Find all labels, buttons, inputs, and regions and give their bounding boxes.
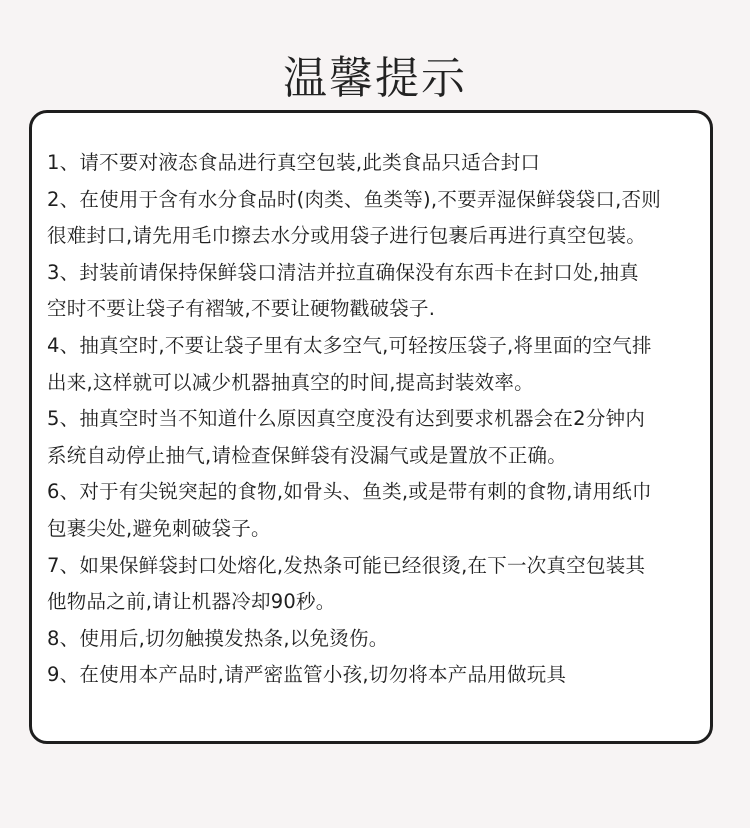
notice-item-1: 1、请不要对液态食品进行真空包装,此类食品只适合封口 — [47, 151, 541, 174]
notice-item-7: 7、如果保鲜袋封口处熔化,发热条可能已经很烫,在下一次真空包装其 他物品之前,请让机器冷却90秒。 — [47, 553, 646, 614]
notice-box — [29, 110, 713, 744]
notice-list — [47, 145, 707, 694]
notice-item-4: 4、抽真空时,不要让袋子里有太多空气,可轻按压袋子,将里面的空气排 出来,这样就可以减少机器抽真空的时间,提高封装效率。 — [47, 333, 652, 394]
notice-item-3: 3、封装前请保持保鲜袋口清洁并拉直确保没有东西卡在封口处,抽真 空时不要让袋子有褶皱,不要让硬物戳破袋子. — [47, 260, 639, 321]
notice-item-5: 5、抽真空时当不知道什么原因真空度没有达到要求机器会在2分钟内 系统自动停止抽气,请检查保鲜袋有没漏气或是置放不正确。 — [47, 407, 646, 467]
notice-item-6: 6、对于有尖锐突起的食物,如骨头、鱼类,或是带有刺的食物,请用纸巾 包裹尖处,避免刺破袋子。 — [47, 480, 652, 540]
notice-item-8: 8、使用后,切勿触摸发热条,以免烫伤。 — [47, 626, 389, 650]
notice-item-2: 2、在使用于含有水分食品时(肉类、鱼类等),不要弄湿保鲜袋袋口,否则 很难封口,请先用毛巾擦去水分或用袋子进行包裹后再进行真空包装。 — [47, 187, 662, 248]
page-title: 温馨提示 — [283, 53, 467, 105]
notice-item-9: 9、在使用本产品时,请严密监管小孩,切勿将本产品用做玩具 — [47, 663, 567, 687]
